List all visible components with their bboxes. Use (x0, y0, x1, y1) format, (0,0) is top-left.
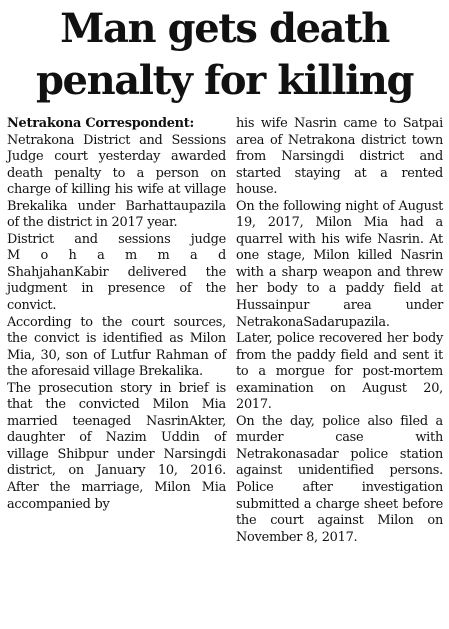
headline-line-2: penalty for killing (35, 57, 414, 104)
paragraph-4: The prosecution story in brief is that the convicted Milon Mia married teenaged NasrinAkter, daughter of Nazim Uddin of village Shibpur under Narsingdi district, on January 10, 2016. After the marriage, Milon Mia accompanied by (7, 380, 226, 512)
paragraph-3: According to the court sources, the convict is identified as Milon Mia, 30, son of Lutfur Rahman of the aforesaid village Brekalika. (7, 314, 226, 380)
paragraph-2-line-1: District and sessions judge (7, 231, 226, 247)
paragraph-7: Later, police recovered her body from the paddy field and sent it to a morgue for post-mortem examination on August 20, 2017. (236, 331, 443, 413)
headline (0, 3, 449, 107)
right-column (236, 116, 443, 546)
article-body (0, 116, 449, 629)
left-column (7, 116, 226, 513)
paragraph-5: his wife Nasrin came to Satpai area of Netrakona district town from Narsingdi district and started staying at a rented house. (236, 116, 443, 198)
paragraph-6: On the following night of August 19, 2017, Milon Mia had a quarrel with his wife Nasrin. At one stage, Milon killed Nasrin with a sharp weapon and threw her body to a paddy field at Hussainpur area under NetrakonaSadarupazila. (236, 198, 443, 330)
paragraph-2-rest: ShahjahanKabir delivered the judgment in presence of the convict. (7, 264, 226, 314)
byline: Netrakona Correspondent: (7, 116, 195, 131)
headline-line-1: Man gets death (60, 5, 389, 52)
paragraph-8: On the day, police also filed a murder case with Netrakonasadar police station against unidentified persons. Police after investigation submitted a charge sheet before the court against Milon on November 8, 2017. (236, 413, 443, 545)
paragraph-1: Netrakona District and Sessions Judge court yesterday awarded death penalty to a person on charge of killing his wife at village Brekalika under Barhattaupazila of the district in 2017 year. (7, 132, 226, 231)
paragraph-2-line-2: M o h a m m a d (7, 248, 226, 264)
